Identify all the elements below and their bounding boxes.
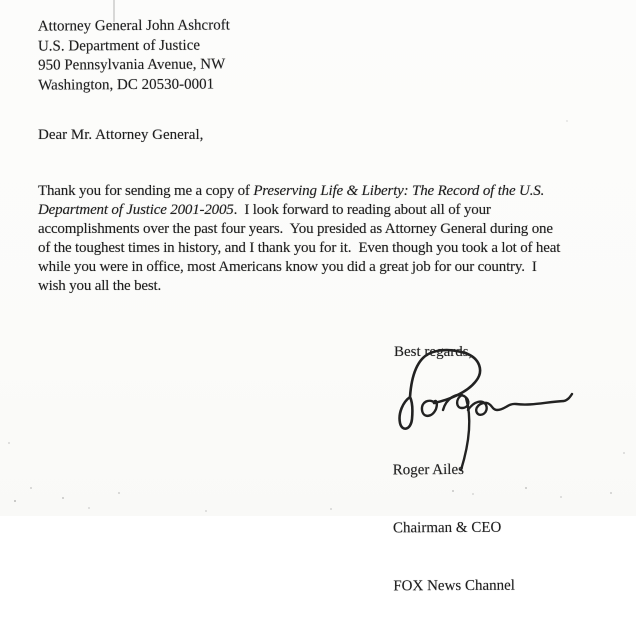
address-line: Attorney General John Ashcroft <box>37 17 230 35</box>
body-line: accomplishments over the past four years. You presided as Attorney General during one <box>38 221 553 237</box>
salutation: Dear Mr. Attorney General, <box>38 127 204 143</box>
address-line: Washington, DC 20530-0001 <box>38 76 215 94</box>
signer-title: Chairman & CEO <box>392 519 502 537</box>
address-line: U.S. Department of Justice <box>37 37 201 55</box>
signer-organization: FOX News Channel <box>393 577 515 594</box>
body-line: of the toughest times in history, and I thank you for it. Even though you took a lot of heat <box>38 240 561 256</box>
body-line: Department of Justice 2001-2005. I look forward to reading about all of your <box>38 202 491 218</box>
signer-name: Roger Ailes <box>392 462 464 479</box>
letter-body <box>38 182 560 296</box>
body-line: while you were in office, most Americans know you did a great job for our country. I <box>38 259 537 275</box>
body-line: wish you all the best. <box>38 278 162 294</box>
closing: Best regards, <box>394 344 473 360</box>
scan-speckles <box>0 0 2 2</box>
signature-block <box>392 423 515 635</box>
recipient-address <box>38 16 231 96</box>
address-line: 950 Pennsylvania Avenue, NW <box>38 56 226 74</box>
body-line: Thank you for sending me a copy of Preserving Life & Liberty: The Record of the U.S. <box>38 183 545 199</box>
